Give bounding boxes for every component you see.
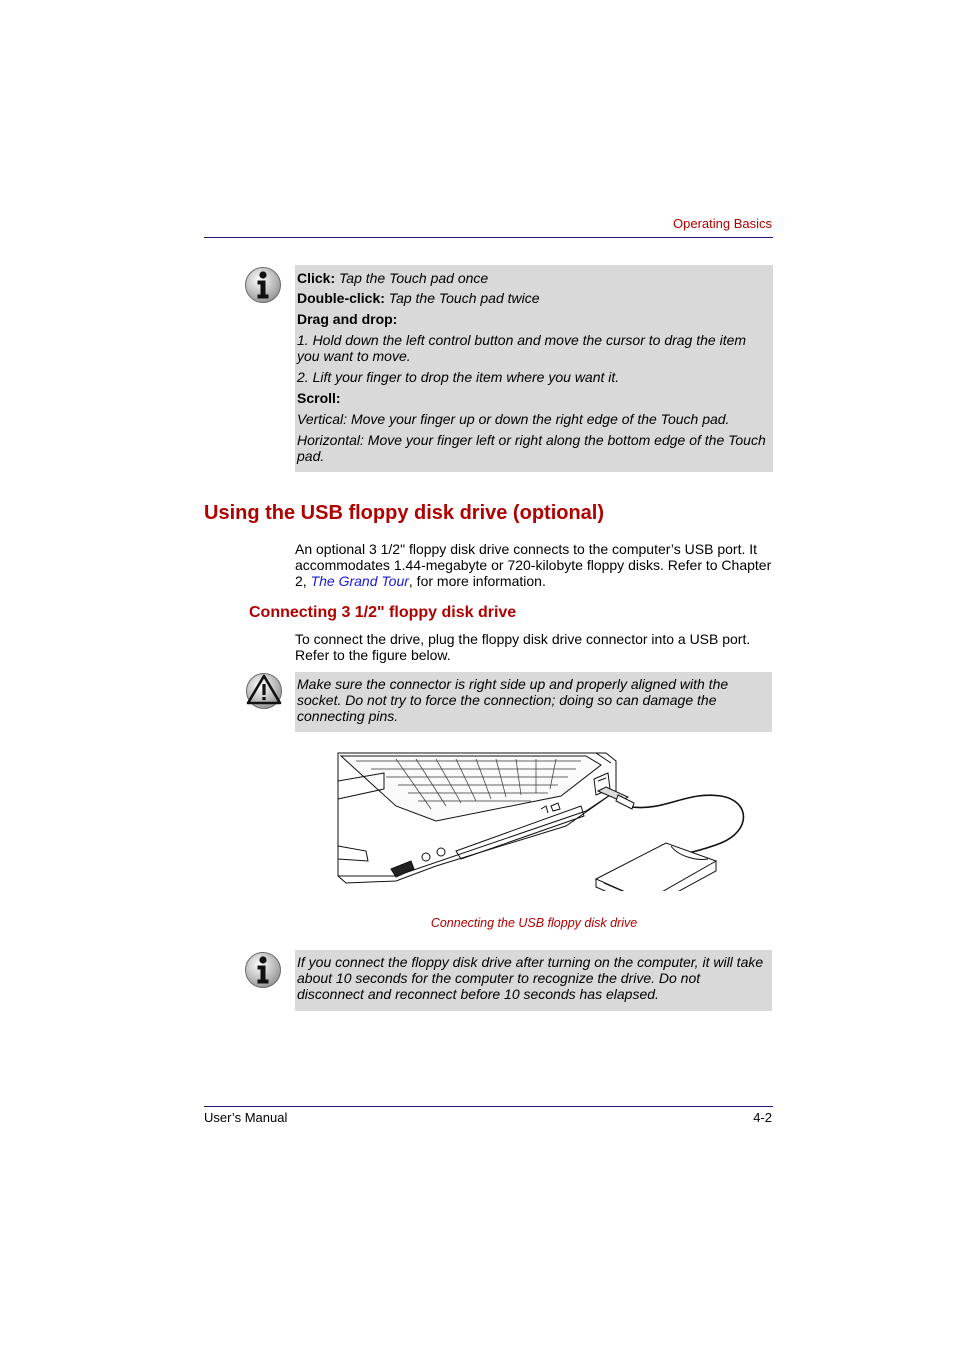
double-click-text: Tap the Touch pad twice bbox=[388, 290, 540, 306]
drag-label: Drag and drop: bbox=[297, 311, 398, 327]
caution-text: Make sure the connector is right side up and properly aligned with the socket. Do not try to force the connection; doing so can damage the connecting pins. bbox=[297, 676, 729, 724]
usb-floppy-illustration bbox=[336, 751, 748, 891]
note-box-touchpad bbox=[295, 265, 773, 472]
figure-caption: Connecting the USB floppy disk drive bbox=[430, 916, 638, 930]
connect-paragraph: To connect the drive, plug the floppy disk drive connector into a USB port. Refer to the figure below. bbox=[295, 631, 751, 663]
click-label: Click: bbox=[297, 270, 336, 286]
drag-step-1: 1. Hold down the left control button and move the cursor to drag the item you want to move. bbox=[297, 332, 747, 364]
note-box-detect bbox=[295, 950, 772, 1011]
footer-manual: User’s Manual bbox=[204, 1110, 288, 1125]
intro-text-end: , for more information. bbox=[408, 573, 546, 589]
intro-paragraph bbox=[295, 541, 773, 589]
click-text: Tap the Touch pad once bbox=[339, 270, 489, 286]
page-number: 4-2 bbox=[753, 1110, 772, 1125]
caution-box bbox=[295, 672, 772, 732]
header-rule bbox=[204, 237, 773, 238]
info-icon bbox=[244, 266, 282, 304]
drag-step-2: 2. Lift your finger to drop the item where you want it. bbox=[297, 369, 620, 385]
info-icon bbox=[244, 951, 282, 989]
footer-rule bbox=[204, 1106, 773, 1107]
scroll-vertical: Vertical: Move your finger up or down the right edge of the Touch pad. bbox=[297, 411, 730, 427]
grand-tour-link[interactable]: The Grand Tour bbox=[310, 573, 409, 589]
section-title: Using the USB floppy disk drive (optional) bbox=[204, 502, 605, 524]
scroll-horizontal: Horizontal: Move your finger left or right along the bottom edge of the Touch pad. bbox=[297, 432, 766, 464]
note2-text: If you connect the floppy disk drive after turning on the computer, it will take about 10 seconds for the computer to recognize the drive. Do not disconnect and reconnect before 10 seconds has elapsed. bbox=[297, 954, 764, 1002]
scroll-label: Scroll: bbox=[297, 390, 341, 406]
double-click-label: Double-click: bbox=[297, 290, 385, 306]
subsection-title: Connecting 3 1/2" floppy disk drive bbox=[249, 604, 517, 621]
warning-icon bbox=[245, 672, 283, 710]
running-header: Operating Basics bbox=[673, 216, 772, 231]
intro-text: An optional 3 1/2" floppy disk drive connects to the computer’s USB port. It accommodates 1.44-megabyte or 720-kilobyte floppy disks. Refer to Chapter 2, bbox=[295, 541, 772, 589]
